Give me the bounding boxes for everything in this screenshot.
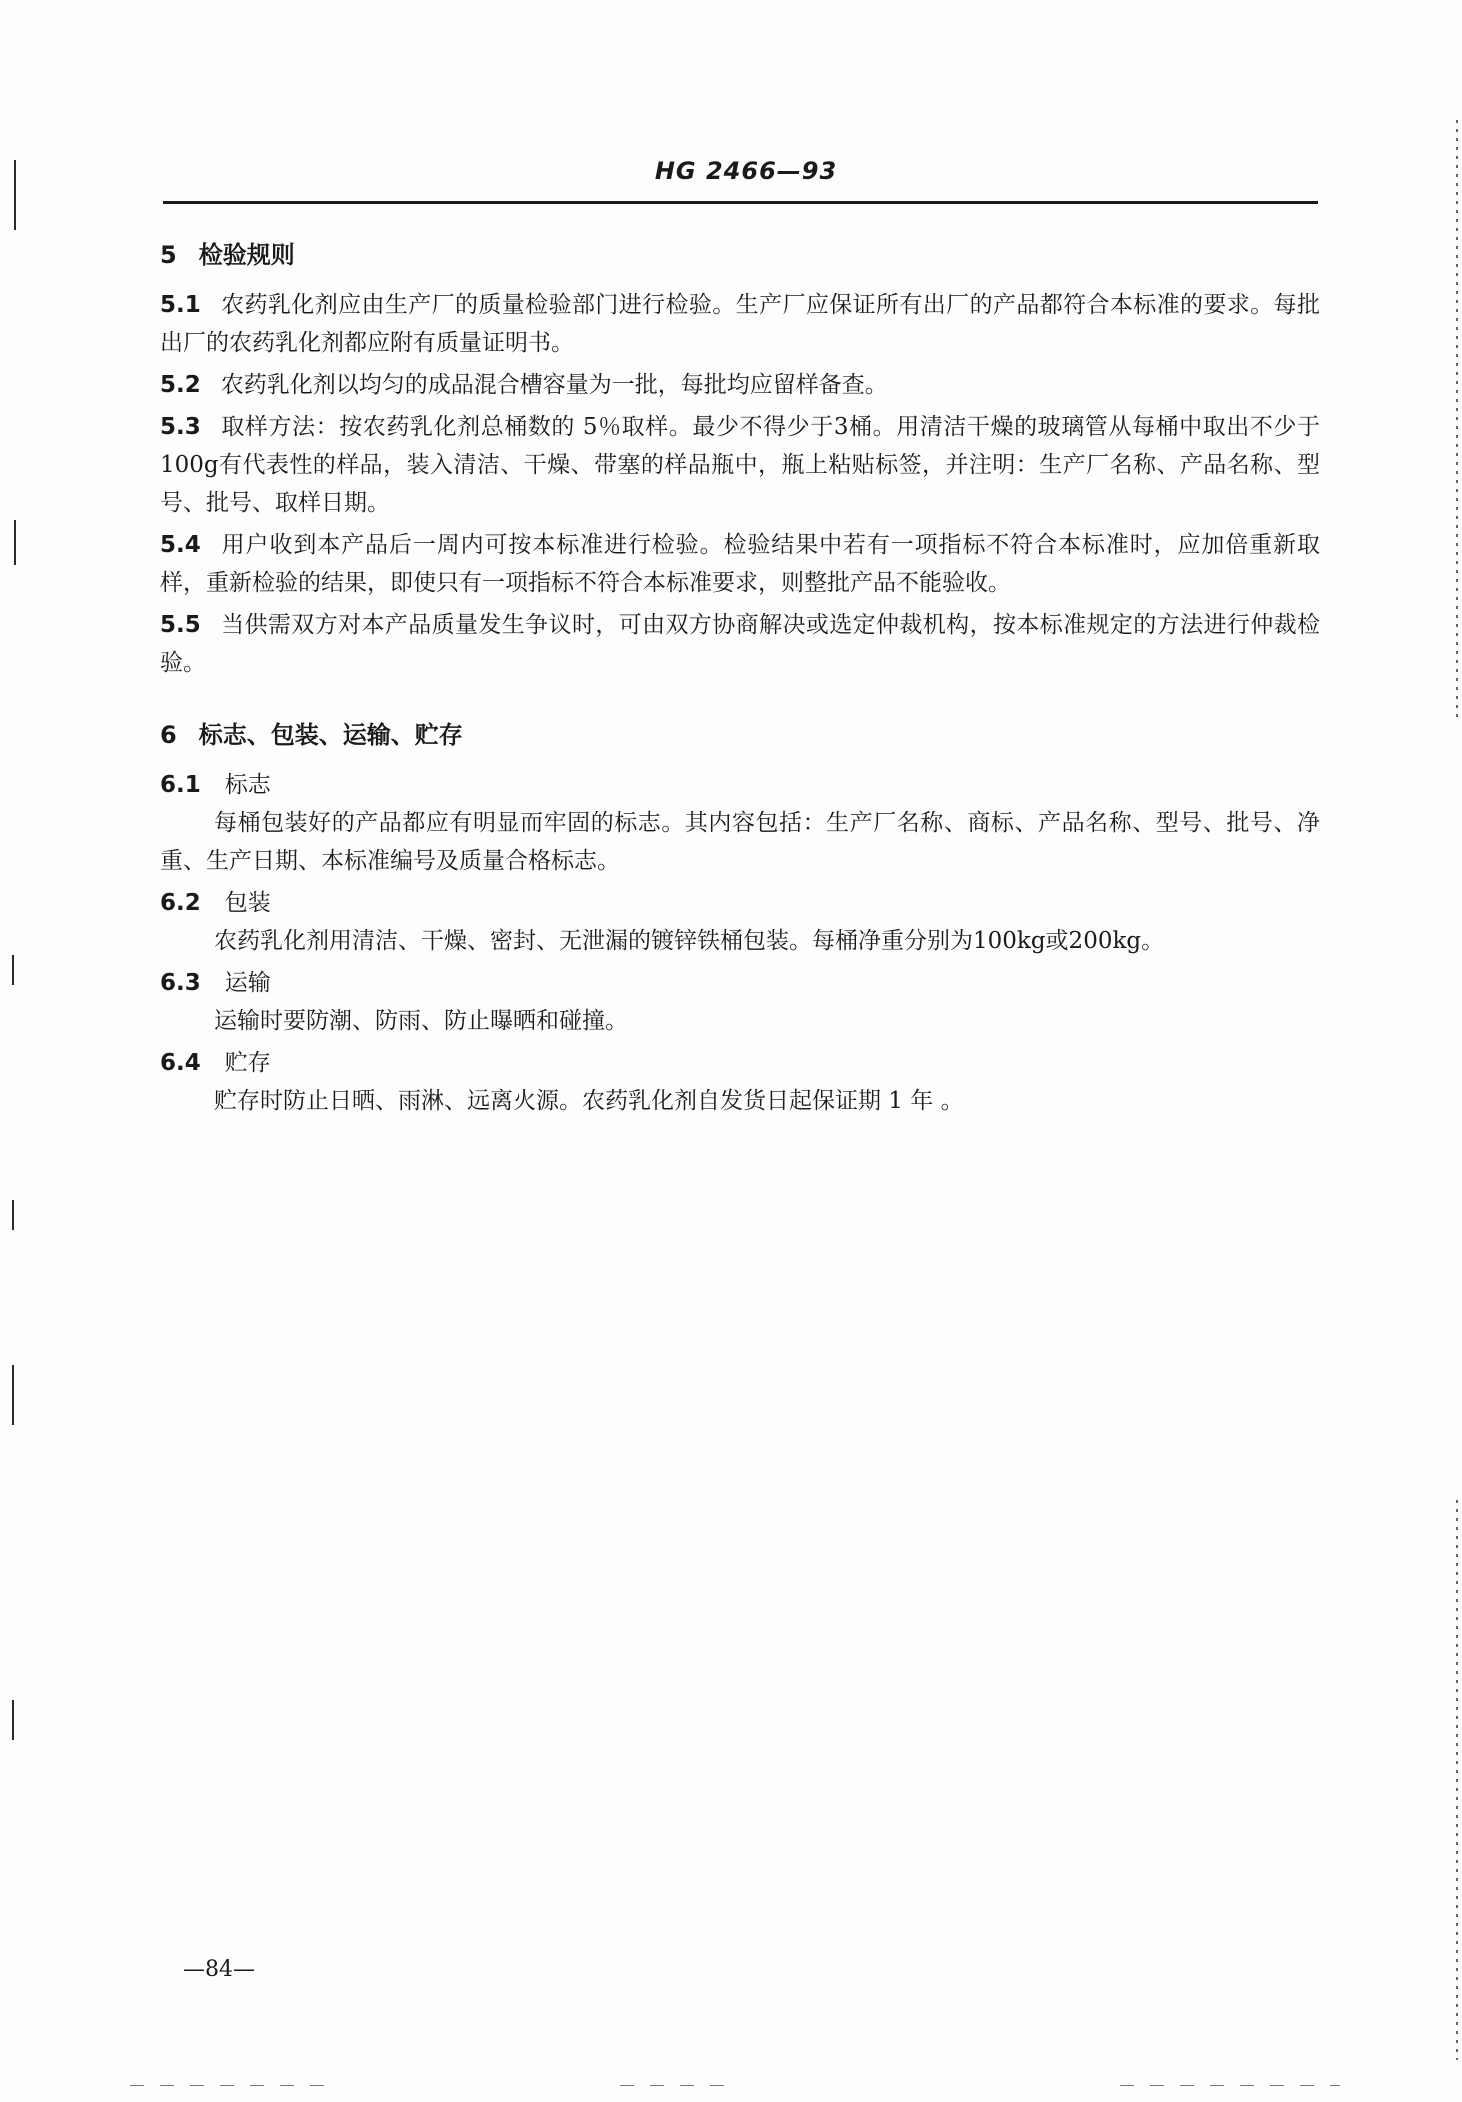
clause-6-3-heading bbox=[160, 964, 1320, 1002]
scan-mark-left bbox=[12, 1200, 14, 1230]
clause-number: 5.5 bbox=[160, 612, 201, 638]
scan-mark-left bbox=[14, 160, 16, 230]
clause-number: 5.4 bbox=[160, 532, 201, 558]
header-rule bbox=[163, 201, 1318, 204]
section-title: 检验规则 bbox=[198, 241, 295, 269]
clause-number: 5.2 bbox=[160, 372, 201, 398]
clause-6-2-heading bbox=[160, 884, 1320, 922]
clause-6-2-text: 农药乳化剂用清洁、干燥、密封、无泄漏的镀锌铁桶包装。每桶净重分别为100kg或200kg。 bbox=[214, 928, 1165, 954]
scan-mark-left bbox=[12, 1365, 14, 1425]
section-title: 标志、包装、运输、贮存 bbox=[198, 721, 463, 749]
clause-number: 6.4 bbox=[160, 1050, 201, 1076]
clause-5-4 bbox=[160, 526, 1320, 602]
clause-title: 包装 bbox=[224, 890, 271, 916]
clause-5-3 bbox=[160, 408, 1320, 522]
clause-5-1 bbox=[160, 286, 1320, 362]
standard-code-header: HG 2466—93 bbox=[654, 157, 838, 185]
section-number: 6 bbox=[160, 721, 177, 749]
clause-title: 贮存 bbox=[224, 1050, 271, 1076]
section-5-heading bbox=[160, 236, 1320, 274]
scan-mark-bottom bbox=[130, 2085, 330, 2086]
clause-6-1-text: 每桶包装好的产品都应有明显而牢固的标志。其内容包括：生产厂名称、商标、产品名称、型号、批号、净重、生产日期、本标准编号及质量合格标志。 bbox=[160, 810, 1320, 874]
clause-text: 用户收到本产品后一周内可按本标准进行检验。检验结果中若有一项指标不符合本标准时，应加倍重新取样，重新检验的结果，即使只有一项指标不符合本标准要求，则整批产品不能验收。 bbox=[160, 532, 1320, 596]
scan-mark-left bbox=[12, 955, 14, 985]
clause-5-5 bbox=[160, 606, 1320, 682]
clause-text: 农药乳化剂应由生产厂的质量检验部门进行检验。生产厂应保证所有出厂的产品都符合本标准的要求。每批出厂的农药乳化剂都应附有质量证明书。 bbox=[160, 292, 1320, 356]
page-number: —84— bbox=[183, 1957, 255, 1982]
clause-title: 运输 bbox=[224, 970, 271, 996]
clause-5-2 bbox=[160, 366, 1320, 404]
clause-6-4-heading bbox=[160, 1044, 1320, 1082]
scan-mark-left bbox=[14, 520, 16, 565]
clause-text: 取样方法：按农药乳化剂总桶数的 5％取样。最少不得少于3桶。用清洁干燥的玻璃管从每桶中取出不少于100g有代表性的样品，装入清洁、干燥、带塞的样品瓶中，瓶上粘贴标签，并注明：生产厂名称、产品名称、型号、批号、取样日期。 bbox=[160, 414, 1320, 516]
document-body bbox=[160, 236, 1320, 1120]
clause-number: 6.1 bbox=[160, 772, 201, 798]
section-number: 5 bbox=[160, 241, 177, 269]
clause-6-1-heading bbox=[160, 766, 1320, 804]
clause-number: 6.2 bbox=[160, 890, 201, 916]
clause-6-4-text: 贮存时防止日晒、雨淋、远离火源。农药乳化剂自发货日起保证期 1 年 。 bbox=[214, 1088, 964, 1114]
clause-6-3-text: 运输时要防潮、防雨、防止曝晒和碰撞。 bbox=[214, 1008, 628, 1034]
clause-number: 5.3 bbox=[160, 414, 201, 440]
clause-text: 农药乳化剂以均匀的成品混合槽容量为一批，每批均应留样备查。 bbox=[220, 372, 888, 398]
scan-mark-left bbox=[12, 1700, 14, 1740]
section-6-heading bbox=[160, 716, 1320, 754]
scan-mark-right bbox=[1456, 120, 1458, 720]
scan-mark-right bbox=[1456, 1500, 1458, 2060]
clause-text: 当供需双方对本产品质量发生争议时，可由双方协商解决或选定仲裁机构，按本标准规定的方法进行仲裁检验。 bbox=[160, 612, 1320, 676]
scan-mark-bottom bbox=[620, 2085, 740, 2086]
clause-number: 6.3 bbox=[160, 970, 201, 996]
scan-mark-bottom bbox=[1120, 2085, 1340, 2086]
clause-number: 5.1 bbox=[160, 292, 201, 318]
clause-title: 标志 bbox=[224, 772, 271, 798]
